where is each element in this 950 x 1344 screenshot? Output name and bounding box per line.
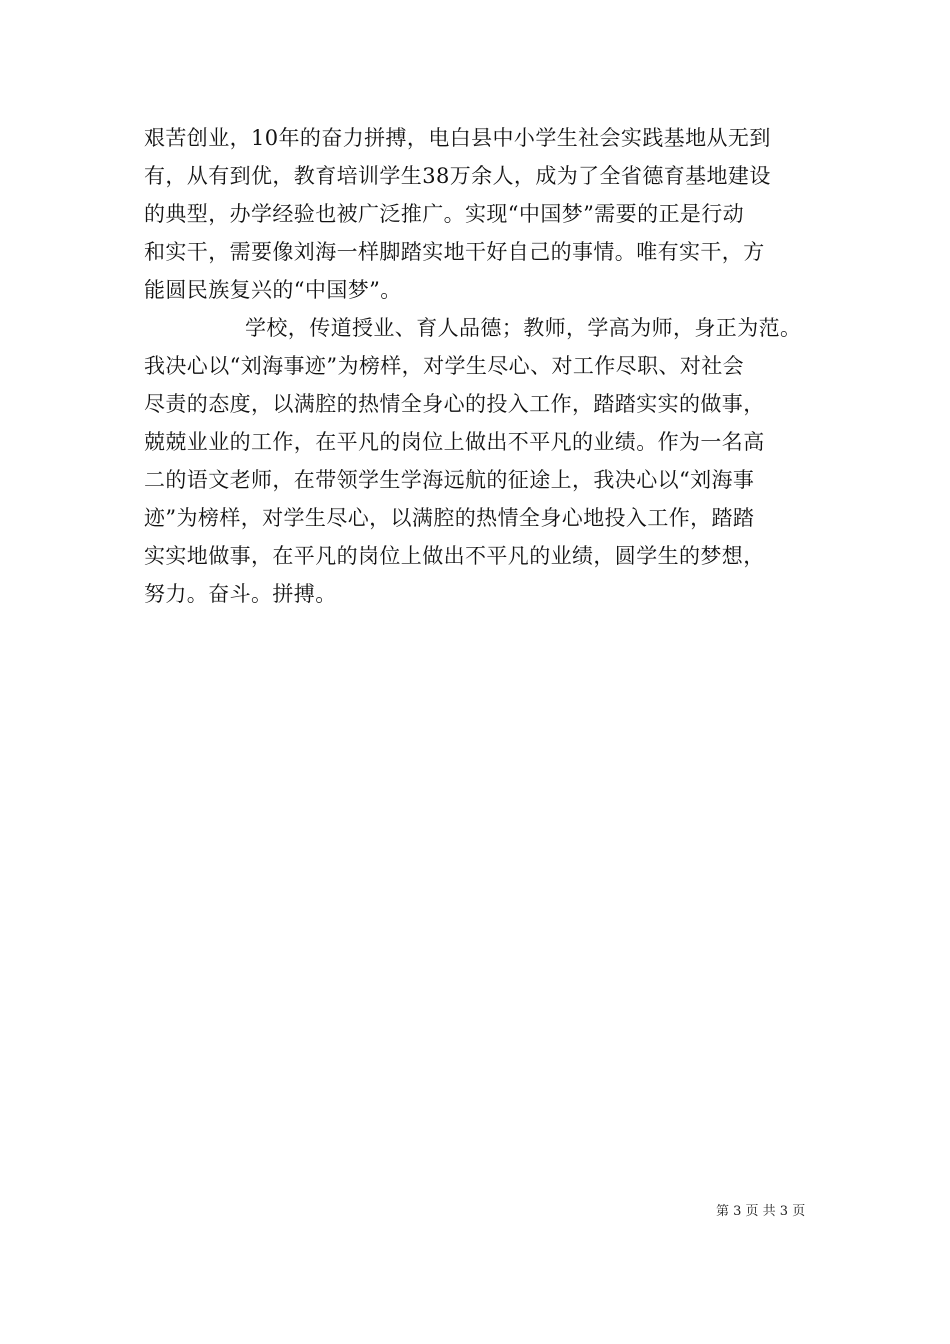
paragraph-line: 有，从有到优，教育培训学生38万余人，成为了全省德育基地建设 — [144, 164, 771, 188]
paragraph-line: 二的语文老师，在带领学生学海远航的征途上，我决心以“刘海事 — [144, 468, 755, 492]
paragraph-line: 努力。奋斗。拼搏。 — [144, 582, 337, 606]
paragraph-line: 能圆民族复兴的“中国梦”。 — [144, 278, 402, 302]
paragraph-line: 和实干，需要像刘海一样脚踏实地干好自己的事情。唯有实干，方 — [144, 240, 765, 264]
paragraph-line: 学校，传道授业、育人品德；教师，学高为师，身正为范。 — [245, 316, 802, 340]
page-number-footer: 第 3 页 共 3 页 — [716, 1204, 806, 1219]
paragraph-line: 迹”为榜样，对学生尽心，以满腔的热情全身心地投入工作，踏踏 — [144, 506, 755, 530]
paragraph-line: 兢兢业业的工作，在平凡的岗位上做出不平凡的业绩。作为一名高 — [144, 430, 765, 454]
paragraph-line: 的典型，办学经验也被广泛推广。实现“中国梦”需要的正是行动 — [144, 202, 745, 226]
paragraph-line: 尽责的态度，以满腔的热情全身心的投入工作，踏踏实实的做事， — [144, 392, 765, 416]
paragraph-line: 艰苦创业，10年的奋力拼搏，电白县中小学生社会实践基地从无到 — [144, 126, 771, 150]
paragraph-line: 我决心以“刘海事迹”为榜样，对学生尽心、对工作尽职、对社会 — [144, 354, 745, 378]
paragraph-line: 实实地做事，在平凡的岗位上做出不平凡的业绩，圆学生的梦想， — [144, 544, 765, 568]
